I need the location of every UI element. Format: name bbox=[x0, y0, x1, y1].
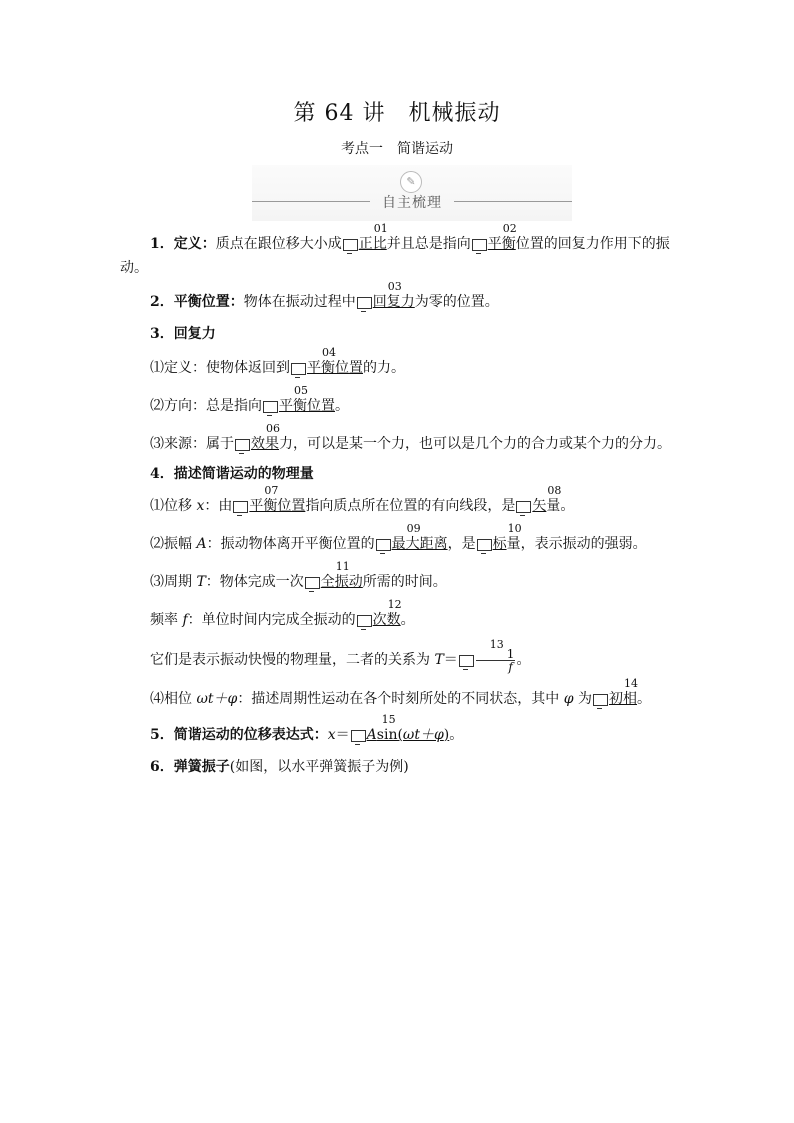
text: ⑶周期 bbox=[150, 574, 197, 590]
text: ：单位时间内完成全振动的 bbox=[187, 612, 356, 628]
variable: ωt＋φ bbox=[196, 691, 238, 707]
text: 为零的位置。 bbox=[414, 294, 499, 310]
item-label: 1．定义： bbox=[150, 236, 216, 252]
variable: φ bbox=[563, 691, 574, 707]
blank-number-14: 14 bbox=[593, 691, 608, 705]
item-physical-quantities bbox=[120, 462, 675, 486]
fraction-numerator: 1 bbox=[476, 648, 516, 661]
text: ⑵振幅 bbox=[150, 536, 197, 552]
blank-number-04: 04 bbox=[291, 360, 306, 374]
text: ：物体完成一次 bbox=[205, 574, 304, 590]
variable: x bbox=[196, 498, 205, 514]
section-banner bbox=[252, 165, 572, 221]
text: 力，可以是某一个力，也可以是几个力的合力或某个力的分力。 bbox=[279, 436, 671, 452]
item-label: 3．回复力 bbox=[150, 326, 216, 342]
text: ：振动物体离开平衡位置的 bbox=[206, 536, 375, 552]
variable: A bbox=[196, 536, 207, 552]
answer-text: 效果 bbox=[251, 436, 279, 452]
item-label: 6．弹簧振子 bbox=[150, 759, 230, 775]
text: (如图，以水平弹簧振子为例) bbox=[229, 759, 409, 775]
text: ⑶来源：属于 bbox=[150, 436, 234, 452]
text: 。 bbox=[449, 727, 464, 743]
item-equilibrium bbox=[120, 280, 675, 314]
equals-sign: ＝ bbox=[335, 727, 350, 743]
blank-number-12: 12 bbox=[357, 612, 372, 626]
answer-text: 回复力 bbox=[372, 294, 415, 310]
answer-phase: ωt＋φ bbox=[402, 727, 444, 743]
text: ，是 bbox=[447, 536, 476, 552]
blank-number-08: 08 bbox=[516, 498, 531, 512]
variable: f bbox=[182, 612, 188, 628]
banner-divider-left bbox=[252, 201, 370, 202]
item-displacement bbox=[120, 484, 675, 518]
item-label: 5．简谐运动的位移表达式： bbox=[150, 727, 328, 743]
text: 频率 bbox=[150, 612, 183, 628]
answer-text: 最大距离 bbox=[391, 536, 448, 552]
text: 为 bbox=[573, 691, 593, 707]
answer-text: 平衡位置 bbox=[279, 398, 335, 414]
text: ⑷相位 bbox=[150, 691, 197, 707]
blank-number-07: 07 bbox=[233, 498, 248, 512]
blank-number-01: 01 bbox=[343, 236, 358, 250]
fraction bbox=[476, 648, 516, 673]
variable: x bbox=[327, 727, 336, 743]
text: 质点在跟位移大小成 bbox=[215, 236, 342, 252]
variable: T bbox=[434, 652, 444, 668]
blank-number-06: 06 bbox=[235, 436, 250, 450]
blank-number-09: 09 bbox=[376, 536, 391, 550]
text: 。 bbox=[637, 691, 652, 707]
blank-number-13: 13 bbox=[459, 652, 474, 666]
text: 。 bbox=[400, 612, 415, 628]
item-period-frequency-relation bbox=[120, 638, 675, 674]
text: 量，表示振动的强弱。 bbox=[506, 536, 647, 552]
text: 。 bbox=[516, 652, 531, 668]
answer-text: 平衡位置 bbox=[249, 498, 306, 514]
item-definition bbox=[120, 222, 675, 280]
blank-number-03: 03 bbox=[357, 294, 372, 308]
item-restoring-definition bbox=[120, 346, 675, 380]
item-restoring-force bbox=[120, 322, 675, 346]
text: 并且总是指向 bbox=[386, 236, 471, 252]
content-body bbox=[120, 222, 675, 779]
text: 。 bbox=[335, 398, 349, 414]
item-phase bbox=[120, 677, 675, 711]
equals-sign: ＝ bbox=[443, 652, 458, 668]
text: 所需的时间。 bbox=[362, 574, 447, 590]
blank-number-02: 02 bbox=[472, 236, 487, 250]
item-displacement-expression bbox=[120, 713, 675, 747]
page-title: 第 64 讲 机械振动 bbox=[293, 101, 501, 126]
answer-text: 平衡位置 bbox=[307, 360, 363, 376]
text: 位置的回复力作用下的振动。 bbox=[120, 236, 670, 276]
variable: T bbox=[196, 574, 206, 590]
answer-text: 初相 bbox=[609, 691, 638, 707]
answer-text: 平衡 bbox=[487, 236, 516, 252]
item-period bbox=[120, 560, 675, 594]
item-restoring-source bbox=[120, 422, 675, 456]
item-frequency bbox=[120, 598, 675, 632]
item-spring-oscillator bbox=[120, 755, 675, 779]
text: 指向质点所在位置的有向线段，是 bbox=[305, 498, 516, 514]
blank-number-05: 05 bbox=[263, 398, 278, 412]
item-label: 4．描述简谐运动的物理量 bbox=[150, 466, 314, 482]
banner-label: 自主梳理 bbox=[382, 195, 442, 211]
banner-divider-right bbox=[454, 201, 572, 202]
item-label: 2．平衡位置： bbox=[150, 294, 244, 310]
answer-text: 次数 bbox=[372, 612, 401, 628]
blank-number-11: 11 bbox=[305, 574, 320, 588]
text: 的力。 bbox=[363, 360, 405, 376]
answer-close-paren: ) bbox=[443, 727, 450, 743]
answer-amplitude: A bbox=[366, 727, 377, 743]
text: ⑴定义：使物体返回到 bbox=[150, 360, 290, 376]
text: ：描述周期性运动在各个时刻所处的不同状态，其中 bbox=[237, 691, 564, 707]
answer-sin: sin( bbox=[376, 727, 403, 743]
answer-text: 矢 bbox=[532, 498, 547, 514]
section-subtitle: 考点一 简谐运动 bbox=[341, 141, 453, 157]
answer-text: 正比 bbox=[358, 236, 387, 252]
text: 量。 bbox=[546, 498, 575, 514]
text: ⑵方向：总是指向 bbox=[150, 398, 262, 414]
blank-number-15: 15 bbox=[351, 727, 366, 741]
pencil-circle-icon: ✎ bbox=[400, 171, 422, 193]
text: 物体在振动过程中 bbox=[243, 294, 356, 310]
answer-text: 全振动 bbox=[320, 574, 363, 590]
text: ：由 bbox=[204, 498, 233, 514]
blank-number-10: 10 bbox=[477, 536, 492, 550]
text: ⑴位移 bbox=[150, 498, 197, 514]
fraction-denominator: f bbox=[508, 660, 513, 674]
text: 它们是表示振动快慢的物理量，二者的关系为 bbox=[150, 652, 435, 668]
answer-text: 标 bbox=[492, 536, 507, 552]
item-restoring-direction bbox=[120, 384, 675, 418]
item-amplitude bbox=[120, 522, 675, 556]
